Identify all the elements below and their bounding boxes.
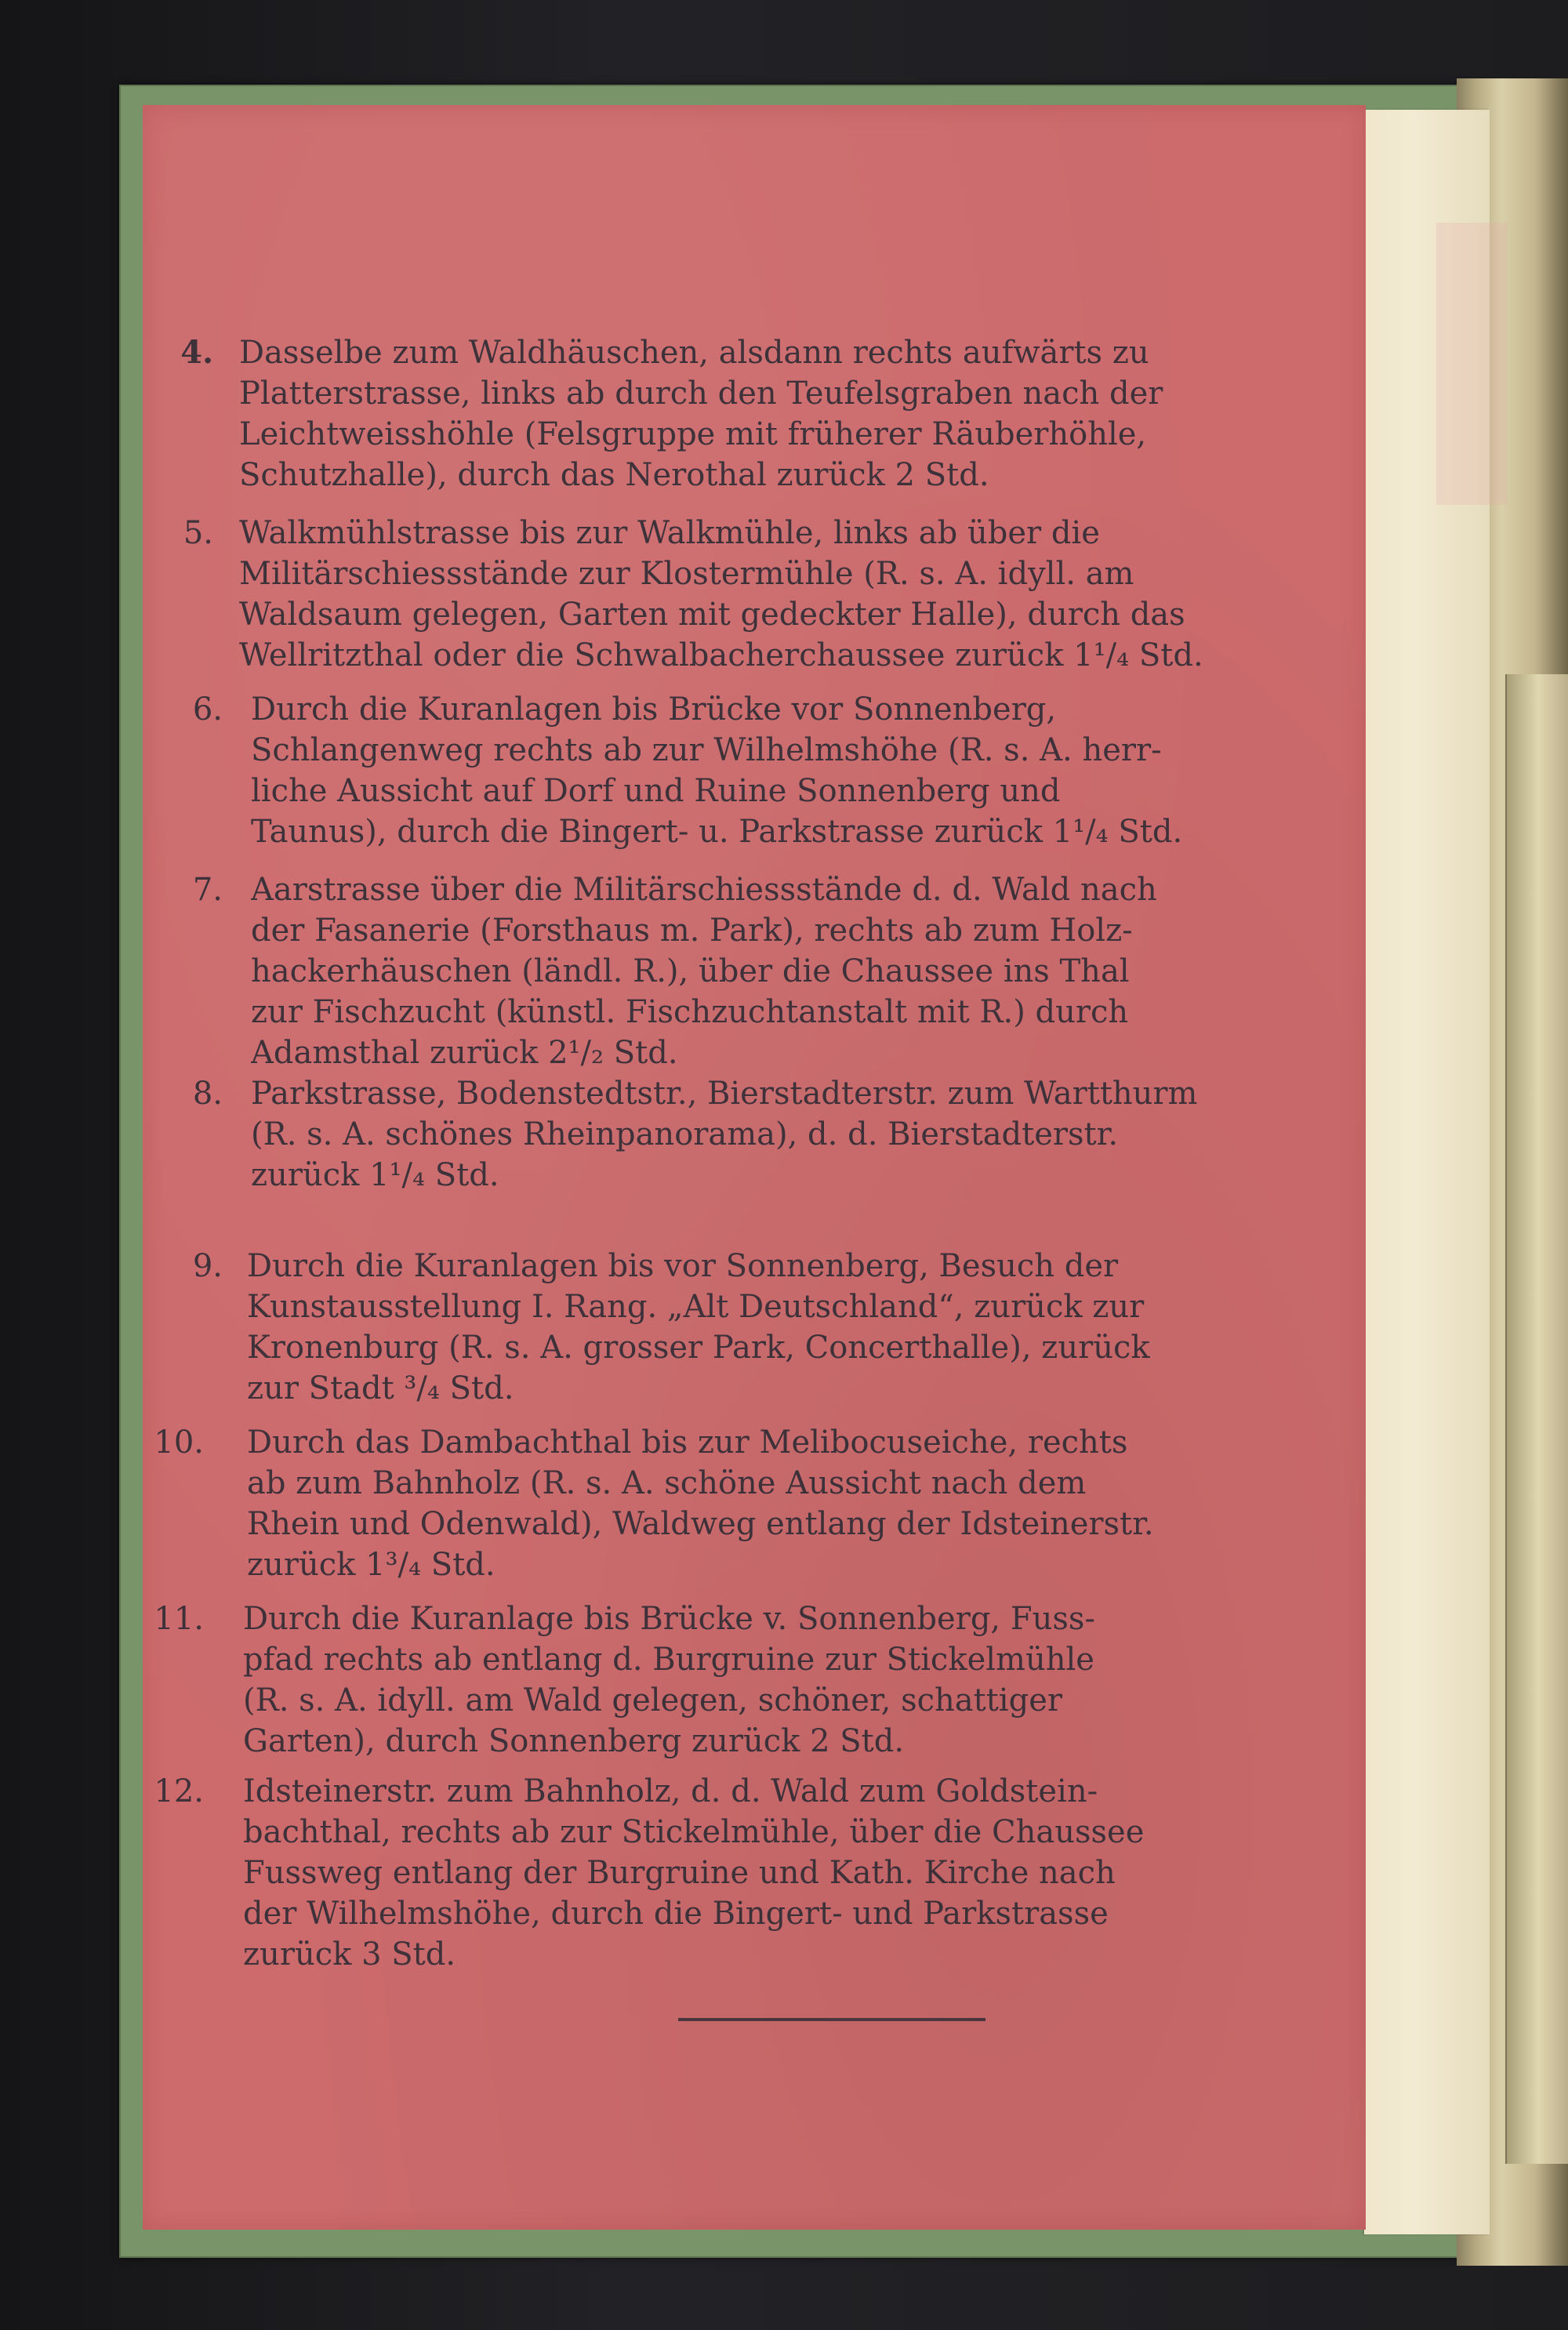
route-number: 7. xyxy=(192,872,223,908)
route-text-line: zurück 3 Std. xyxy=(243,1936,456,1973)
route-text-line: Platterstrasse, links ab durch den Teufelsgraben nach der xyxy=(239,376,1163,412)
route-text-line: Durch das Dambachthal bis zur Melibocuseiche, rechts xyxy=(247,1424,1128,1461)
route-text-line: Walkmühlstrasse bis zur Walkmühle, links ab über die xyxy=(239,515,1100,551)
route-number: 12. xyxy=(154,1773,204,1809)
route-text-line: Durch die Kuranlage bis Brücke v. Sonnenberg, Fuss- xyxy=(243,1601,1095,1637)
route-text-line: (R. s. A. idyll. am Wald gelegen, schöner, schattiger xyxy=(243,1682,1062,1718)
page-tab-overlay xyxy=(1436,223,1507,505)
route-text-line: pfad rechts ab entlang d. Burgruine zur Stickelmühle xyxy=(243,1642,1094,1678)
route-text-line: hackerhäuschen (ländl. R.), über die Chaussee ins Thal xyxy=(251,953,1130,989)
route-text-line: Fussweg entlang der Burgruine und Kath. Kirche nach xyxy=(243,1855,1116,1891)
route-text-line: Schutzhalle), durch das Nerothal zurück 2 Std. xyxy=(239,457,989,493)
route-text-line: Parkstrasse, Bodenstedtstr., Bierstadterstr. zum Wartthurm xyxy=(251,1076,1198,1112)
route-page xyxy=(143,105,1366,2230)
route-text-line: Durch die Kuranlagen bis vor Sonnenberg, Besuch der xyxy=(247,1248,1119,1284)
route-text-line: Militärschiessstände zur Klostermühle (R. s. A. idyll. am xyxy=(239,556,1134,592)
route-text-line: Garten), durch Sonnenberg zurück 2 Std. xyxy=(243,1723,905,1759)
route-text-line: zur Stadt ³/₄ Std. xyxy=(247,1370,514,1406)
route-text-line: der Fasanerie (Forsthaus m. Park), rechts ab zum Holz- xyxy=(251,913,1133,949)
route-text-line: Kronenburg (R. s. A. grosser Park, Concerthalle), zurück xyxy=(247,1330,1150,1366)
route-text-line: Leichtweisshöhle (Felsgruppe mit früherer Räuberhöhle, xyxy=(239,416,1147,452)
route-text-line: (R. s. A. schönes Rheinpanorama), d. d. Bierstadterstr. xyxy=(251,1116,1119,1152)
route-number: 6. xyxy=(192,691,223,728)
route-text-line: Waldsaum gelegen, Garten mit gedeckter Halle), durch das xyxy=(239,597,1185,633)
route-text-line: ab zum Bahnholz (R. s. A. schöne Aussicht nach dem xyxy=(247,1465,1087,1501)
route-number: 10. xyxy=(154,1424,204,1461)
divider-rule xyxy=(678,2018,985,2021)
route-text-line: Taunus), durch die Bingert- u. Parkstrasse zurück 1¹/₄ Std. xyxy=(251,814,1183,850)
route-text-line: bachthal, rechts ab zur Stickelmühle, über die Chaussee xyxy=(243,1814,1145,1850)
route-text-line: Rhein und Odenwald), Waldweg entlang der Idsteinerstr. xyxy=(247,1506,1154,1542)
route-text-line: liche Aussicht auf Dorf und Ruine Sonnenberg und xyxy=(251,773,1061,809)
spine-edge xyxy=(1505,674,1568,2164)
route-number: 9. xyxy=(192,1248,223,1284)
route-text-line: zurück 1¹/₄ Std. xyxy=(251,1157,499,1193)
route-list xyxy=(143,105,1366,2230)
route-text-line: Kunstausstellung I. Rang. „Alt Deutschland“, zurück zur xyxy=(247,1289,1145,1325)
route-text-line: zur Fischzucht (künstl. Fischzuchtanstalt mit R.) durch xyxy=(251,994,1129,1030)
route-text-line: Schlangenweg rechts ab zur Wilhelmshöhe (R. s. A. herr- xyxy=(251,732,1162,768)
route-text-line: Wellritzthal oder die Schwalbacherchaussee zurück 1¹/₄ Std. xyxy=(239,637,1203,673)
route-number: 4. xyxy=(180,334,213,371)
route-text-line: der Wilhelmshöhe, durch die Bingert- und Parkstrasse xyxy=(243,1896,1109,1932)
route-text-line: Adamsthal zurück 2¹/₂ Std. xyxy=(251,1035,678,1071)
route-text-line: Aarstrasse über die Militärschiessstände d. d. Wald nach xyxy=(251,872,1157,908)
route-text-line: Idsteinerstr. zum Bahnholz, d. d. Wald zum Goldstein- xyxy=(243,1773,1098,1809)
route-number: 11. xyxy=(154,1601,204,1637)
route-number: 8. xyxy=(192,1076,223,1112)
route-number: 5. xyxy=(183,515,213,551)
route-text-line: Durch die Kuranlagen bis Brücke vor Sonnenberg, xyxy=(251,691,1057,728)
route-text-line: zurück 1³/₄ Std. xyxy=(247,1547,495,1583)
route-text-line: Dasselbe zum Waldhäuschen, alsdann rechts aufwärts zu xyxy=(239,335,1149,371)
